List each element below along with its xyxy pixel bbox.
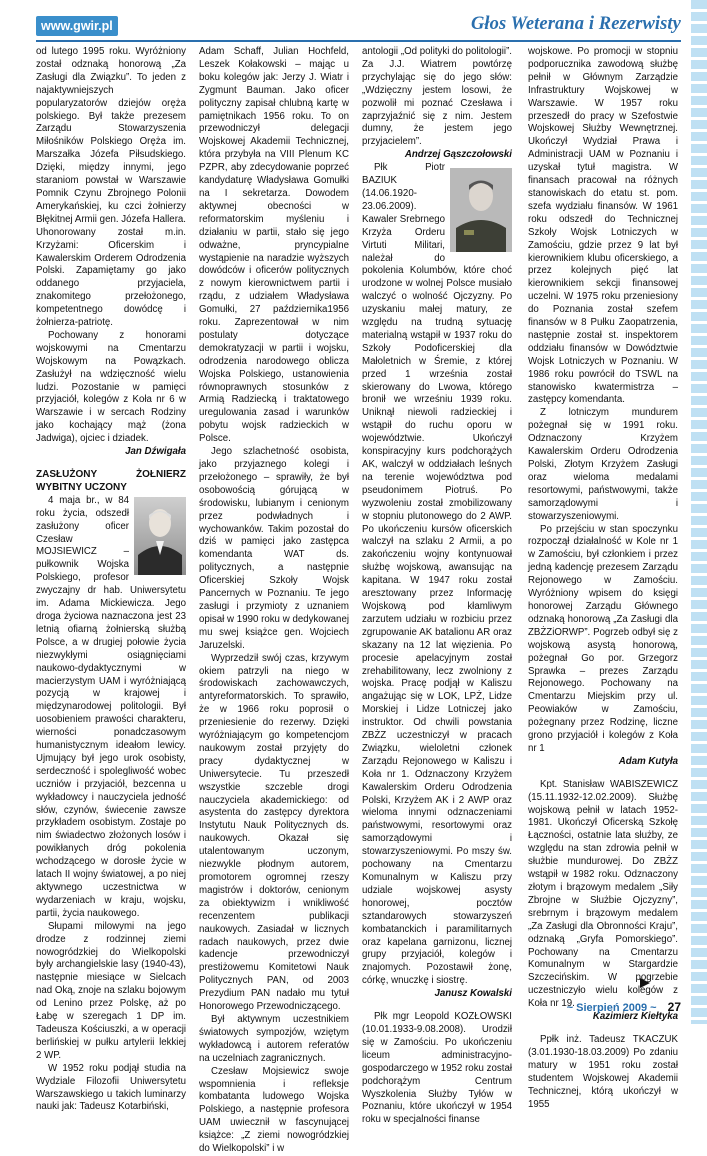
paragraph: Płk mgr Leopold KOZŁOWSKI (10.01.1933-9.08.2008). Urodził się w Zamościu. Po ukończeniu liceum administracyjno-gospodarczego w 1952 roku został podchorążym Centrum Wyszkolenia Służby Tyłów w Poznaniu, które ukończył w 1954 roku w specjalności finanse: [362, 1011, 512, 1126]
portrait-photo: [134, 497, 186, 575]
paragraph: W 1952 roku podjął studia na Wydziale Filozofii Uniwersytetu Warszawskiego u takich luminarzy nauki jak: Tadeusz Kotarbiński,: [36, 1062, 186, 1113]
author-signature: Kazimierz Kiełtyka: [592, 1011, 678, 1023]
paragraph: Czesław Mojsiewicz swoje wspomnienia i refleksje kombatanta ludowego Wojska Polskiego, a następnie profesora UAM uwiecznił w fascynującej książce: „Z ziemi nowogródzkiej do Wielkopolski” i w: [199, 1065, 349, 1155]
paragraph: Był aktywnym uczestnikiem światowych sympozjów, wziętym wykładowcą i autorem referatów na uczelniach zagranicznych.: [199, 1013, 349, 1064]
paragraph: 4 maja br., w 84 roku życia, odszedł zasłużony oficer Czesław MOJSIEWICZ – pułkownik Wojska Polskiego, profesor zwyczajny dr hab. Uniwersytetu im. Adama Mickiewicza. Jego droga życiowa naznaczona jest 23 letnią ofiarną żołnierską służbą Polsce, a w drugiej połowie życia niezwykłymi osiągnięciami naukowo-dydaktycznymi w macierzystym UAM i wyróżniającą pozycją w krajowej i międzynarodowej politologii. Był uosobieniem prawości charakteru, wierności ponadczasowym humanistycznym ideałom lewicy. Ujmujący był jego urok osobisty, serdeczność i spolegliwość wobec uczniów i przyjaciół, bezcenna u wykładowcy i nauczyciela jedność słów, czynów, świecenie zawsze przykładem osobistym. Zostaje po nim świadectwo złożonych losów i powikłanych dróg pokolenia wchodzącego w dorosłe życie w latach II wojny światowej, a po niej aktywnego uczestnictwa w wydarzeniach w kraju, wojsku, partii, życia naukowego.: [36, 494, 186, 919]
paragraph: wojskowe. Po promocji w stopniu podporucznika zawodową służbę pełnił w Głównym Zarządzie Infrastruktury Wojskowej w Warszawie. W 1957 roku przeszedł do pracy w Szefostwie Wojskowej Służby Wewnętrznej. Ukończył Wydział Prawa i Administracji UAM w Poznaniu i uzyskał tytuł magistra. W finansach pracował na różnych stanowiskach do etatu st. pom. szefa wydziału finansów. W 1961 roku odszedł do Technicznej Szkoły Wojsk Lotniczych w Zamościu, gdzie przez 9 lat był kierownikiem klubu oficerskiego, a przez kolejnych pięć lat kierownikiem sekcji finansowej uczelni. W 1975 roku przeniesiony do Poznania został szefem finansów w 8 Pułku Zaopatrzenia, następnie został st. inspektorem oddziału finansów w Dowództwie Wojsk Lotniczych w Poznaniu. W 1986 roku powrócił do TSWL na stanowisko kwatermistrza – zastępcy komendanta.: [528, 46, 678, 406]
portrait-photo: [450, 168, 512, 252]
paragraph: Po przejściu w stan spoczynku rozpoczął działalność w Kole nr 1 w Zamościu, był członkiem i przez jedną kadencję prezesem Zarządu Rejonowego w Zamościu. Wyróżniony wpisem do księgi honorowej Zarządu Głównego odznaką honorową „Za Zasługi dla ZBŻZiORWP”. Pogrzeb odbył się z wojskową asystą honorową, pożegnał Go por. Grzegorz Sprawka – prezes Zarządu Rejonowego. Pochowany na Cmentarzu Miejskim przy ul. Peowiaków w Zamościu, pożegnany przez Rodzinę, liczne grono przyjaciół i kolegów z Koła nr 1: [528, 523, 678, 754]
author-signature: Adam Kutyła: [618, 755, 678, 767]
section-title: ZASŁUŻONY ŻOŁNIERZ WYBITNY UCZONY: [36, 469, 186, 493]
paragraph: Płk Piotr BAZIUK (14.06.1920-23.06.2009). Kawaler Srebrnego Krzyża Orderu Virtuti Militari, należał do pokolenia Kolumbów, które choć urodzone w wolnej Polsce musiało walczyć o wolność Ojczyzny. Po uzyskaniu małej matury, ze względu na trudną sytuację materialną wstąpił w 1937 roku do Szkoły Podoficerskiej dla Małoletnich w Śremie, z której przed 1 września został skierowany do Lwowa, którego bronił we wrześniu 1939 roku. Uniknął niewoli radzieckiej i wstąpił do ruchu oporu w województwie. Ukończył konspiracyjny kurs podchorążych AK, walczył w oddziałach leśnych na terenie województwa pod pseudonimem Piotruś. Po wyzwoleniu został zmobilizowany w stopniu plutonowego do 2 AWP. Po ukończeniu kursów oficerskich walczył na szlaku 2 Armii, a po zakończeniu wojny kontynuował służbę wojskową, awansując na kapitana. W 1947 roku został aresztowany przez Informację Wojskową pod kłamliwym zarzutem udziału w rozbiciu przez zgrupowanie AK batalionu AR oraz skazany na 12 lat więzienia. Po procesie apelacyjnym został zrehabilitowany, lecz zwolniony z wojska. Pracę podjął w Kaliszu angażując się w LOK, LPŻ, Lidze Morskiej i Lidze Lotniczej jako instruktor. Od chwili powstania ZBŻZ uczestniczył w pracach Związku, wieloletni członek Zarządu Rejonowego w Kaliszu i Koła nr 1. Odznaczony Krzyżem Kawalerskim Orderu Odrodzenia Polski, Krzyżem AK i 2 AWP oraz wieloma innymi odznaczeniami państwowymi, resortowymi oraz samorządowymi i stowarzyszeniowymi. Po mszy św. pochowany na Cmentarzu Komunalnym w Kaliszu przy udziale wojskowej asysty honorowej, pocztów sztandarowych stowarzyszeń kombatanckich i paramilitarnych oraz kapelana garnizonu, licznej grupy przyjaciół, kolegów i znajomych. Pozostawił żonę, córkę, wnuczkę i siostrę.: [362, 162, 512, 987]
paragraph: Pochowany z honorami wojskowymi na Cmentarzu Wojskowym na Powązkach. Zasłużył na wdzięczność wielu ludzi. Pozostanie w pamięci przyjaciół, kolegów z Koła nr 6 w Warszawie i w sercach Rodziny jako kochający mąż (żona Jadwiga), ojciec i dziadek.: [36, 329, 186, 445]
continue-arrow-icon: [640, 978, 650, 988]
column-3: [362, 46, 512, 1126]
paragraph: Ppłk inż. Tadeusz TKACZUK (3.01.1930-18.03.2009) Po zdaniu matury w 1951 roku został studentem Wojskowej Akademii Technicznej, którą ukończył w 1955: [528, 1033, 678, 1110]
page-header: [36, 16, 681, 38]
issue-date: ~ Sierpień 2009 ~: [566, 1002, 657, 1014]
paragraph: Adam Schaff, Julian Hochfeld, Leszek Kołakowski – mając u boku kolegów jak: Jerzy J. Wiatr i Zygmunt Bauman. Jako oficer polityczny zapisał chlubną kartę w pamiętnikach 1956 roku. To on przewodniczył delegacji Wojskowej Akademii Technicznej, która przybyła na VIII Plenum KC PZPR, aby zdecydowanie poprzeć kandydaturę Władysława Gomułki na I sekretarza. Dowodem aktywnej obecności w reformatorskim myśleniu i działaniu w partii, stało się jego odważne, pryncypialne wystąpienie na naradzie wyższych dowódców i oficerów politycznych z nowym kierownictwem partii i rządu, z udziałem Władysława Gomułki, 27 października1956 roku. Zaprezentował w nim postulaty dotyczące demokratyzacji w partii i wojsku, odrodzenia narodowego oblicza Wojska Polskiego, ustanowienia równoprawnych stosunków z Armią Radziecką i traktatowego uregulowania zasad i warunków pobytu wojsk radzieckich w Polsce.: [199, 46, 349, 445]
paragraph: Słupami milowymi na jego drodze z rodzinnej ziemi nowogródzkiej do Wielkopolski były archangielskie lasy (1940-43), następnie miesiące w Sielcach nad Oką, znoje na szlaku bojowym od Lenino przez Polskę, aż po Łabę w szeregach 1 DP im. Tadeusza Kościuszki, a w operacji berlińskiej w pułku artylerii lekkiej 2 WP.: [36, 920, 186, 1061]
paragraph: od lutego 1995 roku. Wyróżniony został odznaką honorową „Za Zasługi dla Związku”. To jeden z najaktywniejszych popularyzatorów dziejów oręża polskiego. Był także prezesem Zarządu Stowarzyszenia Miłośników Polskiego Oręża im. Marszałka Józefa Piłsudskiego. Dzięki, między innymi, jego staraniom powstał w Warszawie Pomnik Czynu Zbrojnego Polonii Amerykańskiej, ku czci żołnierzy Błękitnej Armii gen. Józefa Hallera. Uhonorowany został m.in. Krzyżami: Oficerskim i Kawalerskim Orderem Odrodzenia Polski. Zapamiętamy go jako oddanego przyjaciela, znakomitego przełożonego, kompetentnego dowódcę i żołnierza-patriotę.: [36, 46, 186, 329]
paragraph: Jego szlachetność osobista, jako przyjaznego kolegi i przełożonego – sprawiły, że był osobowością górującą w środowisku, lubianym i cenionym przez podwładnych i wychowanków. Takim pozostał do dziś w pamięci jako zastępca komendanta WAT ds. politycznych, a następnie Oficerskiej Szkoły Wojsk Pancernych w Poznaniu. Te jego zasługi i przymioty z uznaniem opisał w 1990 roku w dedykowanej mu swej książce gen. Wojciech Jaruzelski.: [199, 446, 349, 651]
header-divider: [36, 40, 681, 42]
paragraph: Z lotniczym mundurem pożegnał się w 1991 roku. Odznaczony Krzyżem Kawalerskim Orderu Odrodzenia Polski, Złotym Krzyżem Zasługi oraz wieloma medalami resortowymi, państwowymi, także samorządowymi i stowarzyszeniowymi.: [528, 407, 678, 522]
decorative-side-stripes: [691, 0, 707, 1024]
page-number: 27: [667, 1000, 681, 1014]
column-2: [199, 46, 349, 1155]
paragraph: Wyprzedził swój czas, krzywym okiem patrzyli na niego w środowiskach zachowawczych, antyreformatorskich. To sprawiło, że w 1966 roku poprosił o przeniesienie do rezerwy. Dzięki wyróżniającym go kompetencjom naukowym został przyjęty do pracy dydaktycznej w Uniwersytecie. Tu przeszedł wszystkie szczeble drogi nauczyciela akademickiego: od asystenta do zastępcy dyrektora Instytutu Nauk Politycznych ds. naukowych. Okazał się utalentowanym uczonym, niezwykle płodnym autorem, promotorem ogromnej rzeszy magistrów i doktorów, cenionym za obiektywizm i wnikliwość recenzentem publikacji naukowych. Zasiadał w licznych radach naukowych, przez dwie kadencje przewodniczył prestiżowemu Komitetowi Nauk Politycznych PAN, od 2003 Prezydium PAN nadało mu tytuł Honorowego Przewodniczącego.: [199, 652, 349, 1013]
author-signature: Andrzej Gąszczołowski: [404, 149, 512, 161]
paragraph: Kpt. Stanisław WABISZEWICZ (15.11.1932-12.02.2009). Służbę wojskową pełnił w latach 1952-1981. Ukończył Oficerską Szkołę Łączności, ostatnie lata służby, ze względu na stan zdrowia pełnił w służbie mundurowej. Do ZBŻZ wstąpił w 1982 roku. Odznaczony złotym i brązowym medalem „Siły Zbrojne w Służbie Ojczyzny”, srebrnym i brązowym medalem „Za Zasługi dla Obronności Kraju”, odznaką „Gryfa Pomorskiego”. Pochowany na Cmentarzu Komunalnym w Stargardzie Szczecińskim. W pogrzebie uczestniczyło wielu kolegów z Koła nr 19.: [528, 778, 678, 1010]
author-signature: Janusz Kowalski: [434, 988, 512, 1000]
column-1: [36, 46, 186, 1113]
author-signature: Jan Dźwigała: [125, 446, 186, 458]
page-footer: [567, 1000, 681, 1014]
paragraph: antologii „Od polityki do politologii”. Za J.J. Wiatrem powtórzę przychylając się do jego słów: „Wdzięczny jestem losowi, że pozwolił mi poznać Czesława i zaprzyjaźnić się z nim. Jestem dumny, że jestem jego przyjacielem”.: [362, 46, 512, 148]
magazine-title: Głos Weterana i Rezerwisty: [470, 14, 681, 34]
site-url-badge[interactable]: www.gwir.pl: [36, 16, 118, 36]
